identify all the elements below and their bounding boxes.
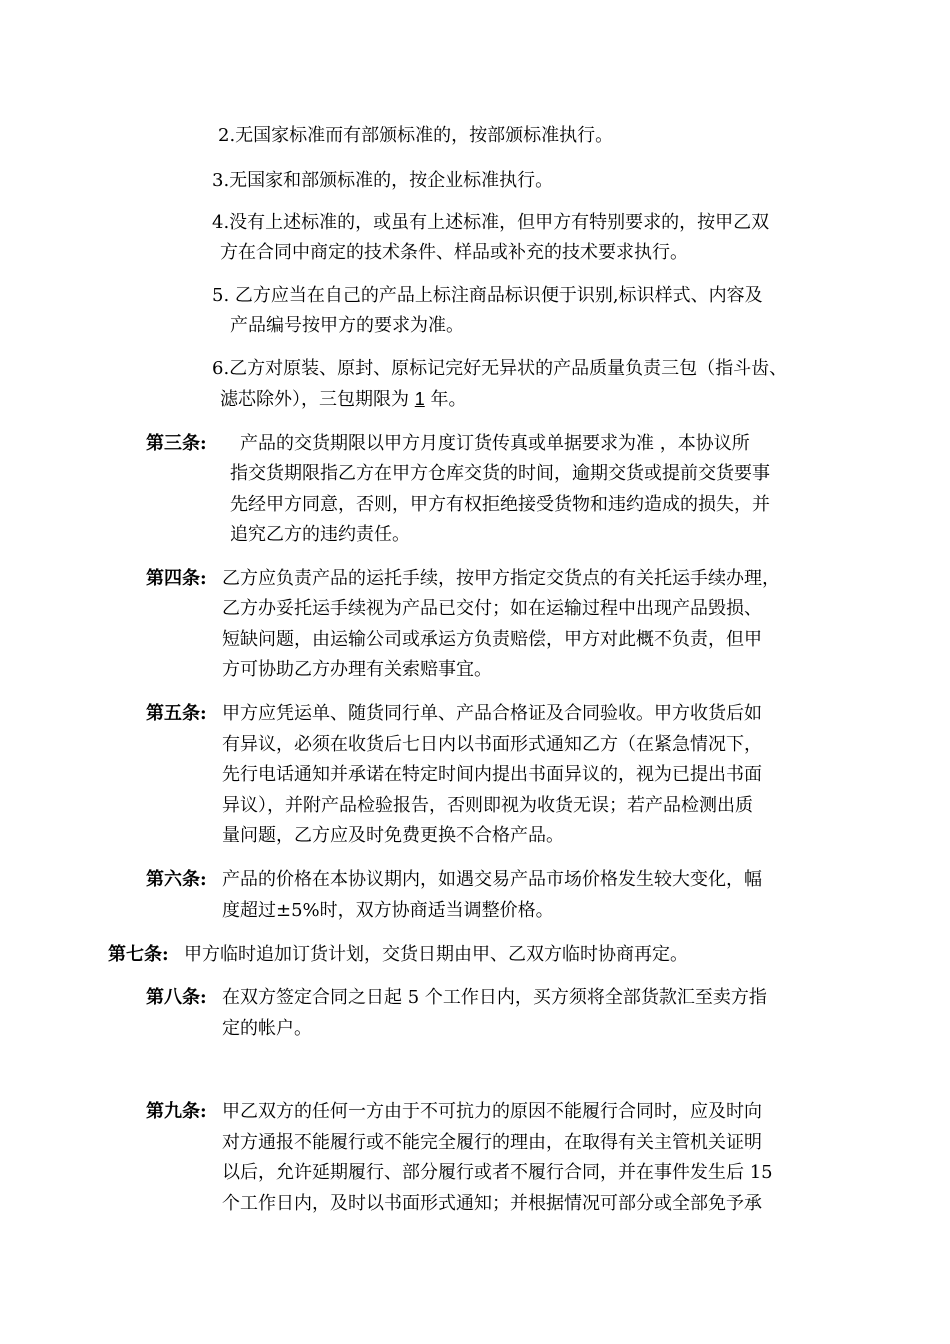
article-4-line-4: 方可协助乙方办理有关索赔事宜。 bbox=[222, 659, 492, 680]
item-5-line-2: 产品编号按甲方的要求为准。 bbox=[230, 315, 464, 336]
article-9-line-3: 以后，允许延期履行、部分履行或者不履行合同，并在事件发生后 15 bbox=[222, 1162, 773, 1183]
item-4-line-1: 4.没有上述标准的，或虽有上述标准，但甲方有特别要求的，按甲乙双 bbox=[212, 212, 770, 233]
item-6-line-2 bbox=[220, 386, 466, 412]
article-3-label: 第三条: bbox=[146, 433, 207, 454]
item-6-line-1: 6.乙方对原装、原封、原标记完好无异状的产品质量负责三包（指斗齿、 bbox=[212, 358, 788, 379]
item-4-line-2: 方在合同中商定的技术条件、样品或补充的技术要求执行。 bbox=[220, 242, 688, 263]
article-5-line-3: 先行电话通知并承诺在特定时间内提出书面异议的，视为已提出书面 bbox=[222, 764, 762, 785]
warranty-period-value: 1 bbox=[414, 389, 425, 409]
article-4-label: 第四条: bbox=[146, 568, 207, 589]
article-6-line-2: 度超过±5%时，双方协商适当调整价格。 bbox=[222, 900, 554, 921]
article-5-line-1: 甲方应凭运单、随货同行单、产品合格证及合同验收。甲方收货后如 bbox=[222, 703, 762, 724]
item-5-line-1: 5. 乙方应当在自己的产品上标注商品标识便于识别,标识样式、内容及 bbox=[212, 285, 763, 306]
article-3-line-4: 追究乙方的违约责任。 bbox=[230, 524, 410, 545]
article-6-label: 第六条: bbox=[146, 869, 207, 890]
article-7-line-1: 甲方临时追加订货计划，交货日期由甲、乙双方临时协商再定。 bbox=[184, 944, 688, 965]
item-3: 3.无国家和部颁标准的，按企业标准执行。 bbox=[212, 170, 554, 191]
article-5-line-2: 有异议，必须在收货后七日内以书面形式通知乙方（在紧急情况下， bbox=[222, 734, 762, 755]
article-3-line-3: 先经甲方同意，否则，甲方有权拒绝接受货物和违约造成的损失，并 bbox=[230, 494, 770, 515]
article-5-line-4: 异议），并附产品检验报告，否则即视为收货无误；若产品检测出质 bbox=[222, 795, 753, 816]
article-7-label: 第七条: bbox=[108, 944, 169, 965]
article-8-line-2: 定的帐户。 bbox=[222, 1018, 312, 1039]
article-9-label: 第九条: bbox=[146, 1101, 207, 1122]
article-8-line-1: 在双方签定合同之日起 5 个工作日内，买方须将全部货款汇至卖方指 bbox=[222, 987, 767, 1008]
article-4-line-2: 乙方办妥托运手续视为产品已交付；如在运输过程中出现产品毁损、 bbox=[222, 598, 762, 619]
article-9-line-2: 对方通报不能履行或不能完全履行的理由，在取得有关主管机关证明 bbox=[222, 1132, 762, 1153]
article-9-line-4: 个工作日内，及时以书面形式通知；并根据情况可部分或全部免予承 bbox=[222, 1193, 762, 1214]
article-3-line-2: 指交货期限指乙方在甲方仓库交货的时间，逾期交货或提前交货要事 bbox=[230, 463, 770, 484]
article-5-label: 第五条: bbox=[146, 703, 207, 724]
article-6-line-1: 产品的价格在本协议期内，如遇交易产品市场价格发生较大变化，幅 bbox=[222, 869, 762, 890]
article-8-label: 第八条: bbox=[146, 987, 207, 1008]
article-5-line-5: 量问题，乙方应及时免费更换不合格产品。 bbox=[222, 825, 564, 846]
item-6-text-a: 滤芯除外），三包期限为 bbox=[220, 389, 415, 410]
item-6-text-b: 年。 bbox=[424, 389, 467, 410]
article-4-line-3: 短缺问题，由运输公司或承运方负责赔偿，甲方对此概不负责，但甲 bbox=[222, 629, 762, 650]
item-2: 2.无国家标准而有部颁标准的，按部颁标准执行。 bbox=[218, 125, 614, 146]
article-4-line-1: 乙方应负责产品的运托手续，按甲方指定交货点的有关托运手续办理， bbox=[222, 568, 780, 589]
article-9-line-1: 甲乙双方的任何一方由于不可抗力的原因不能履行合同时，应及时向 bbox=[222, 1101, 762, 1122]
article-3-line-1: 产品的交货期限以甲方月度订货传真或单据要求为准 ，本协议所 bbox=[240, 433, 750, 454]
